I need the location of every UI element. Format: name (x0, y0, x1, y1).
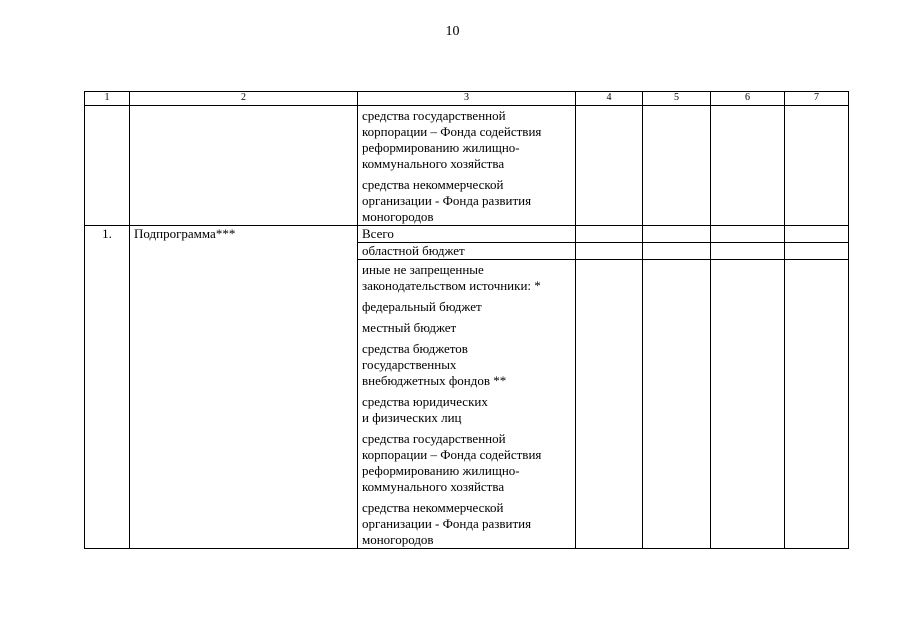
column-header: 1 (85, 92, 130, 106)
value-cell (576, 226, 643, 243)
value-cell (576, 106, 643, 226)
column-number-row (85, 92, 849, 106)
value-cell (711, 243, 785, 260)
empty-cell (130, 106, 358, 226)
value-cell (711, 260, 785, 549)
funding-source: средства некоммерческой организации - Фонда развития моногородов (362, 177, 532, 224)
column-header: 5 (643, 92, 711, 106)
regional-budget-label: областной бюджет (358, 243, 576, 260)
column-header: 3 (358, 92, 576, 106)
value-cell (785, 260, 849, 549)
column-header: 2 (130, 92, 358, 106)
source-list-cell (358, 260, 576, 549)
funding-table (84, 91, 849, 549)
value-cell (643, 106, 711, 226)
column-header: 6 (711, 92, 785, 106)
funding-source: иные не запрещенные законодательством источники: * (362, 262, 541, 293)
subprogram-number: 1. (85, 226, 130, 549)
value-cell (785, 243, 849, 260)
value-cell (576, 243, 643, 260)
value-cell (711, 106, 785, 226)
continuation-row (85, 106, 849, 226)
subprogram-name: Подпрограмма*** (130, 226, 358, 549)
value-cell (785, 106, 849, 226)
value-cell (643, 243, 711, 260)
value-cell (576, 260, 643, 549)
funding-source: средства некоммерческой организации - Фонда развития моногородов (362, 500, 532, 547)
funding-source: федеральный бюджет (362, 299, 482, 314)
funding-source: средства государственной корпорации – Фонда содействия реформированию жилищно- коммунального хозяйства (362, 108, 542, 171)
funding-source: местный бюджет (362, 320, 457, 335)
column-header: 7 (785, 92, 849, 106)
value-cell (785, 226, 849, 243)
total-label: Всего (358, 226, 576, 243)
funding-source: средства юридических и физических лиц (362, 394, 488, 425)
value-cell (711, 226, 785, 243)
funding-source: средства государственной корпорации – Фонда содействия реформированию жилищно- коммунального хозяйства (362, 431, 542, 494)
funding-source: средства бюджетов государственных внебюджетных фондов ** (362, 341, 507, 388)
page-number: 10 (445, 24, 460, 39)
source-list-cell (358, 106, 576, 226)
empty-cell (85, 106, 130, 226)
value-cell (643, 260, 711, 549)
value-cell (643, 226, 711, 243)
subprogram-total-row (85, 226, 849, 243)
column-header: 4 (576, 92, 643, 106)
